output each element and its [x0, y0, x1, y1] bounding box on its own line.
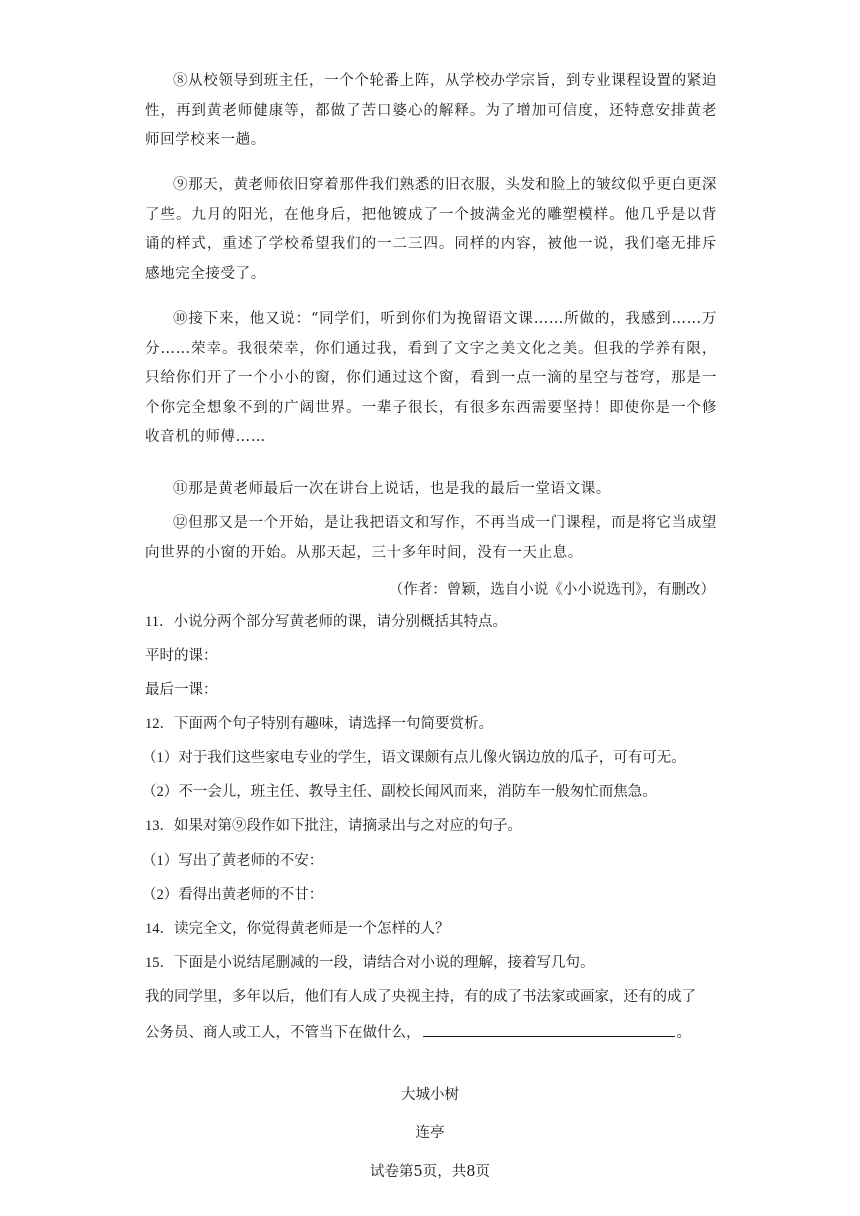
question-13-item-1: （1）写出了黄老师的不安： [142, 853, 324, 869]
question-11-answer-a: 平时的课： [145, 648, 218, 664]
next-story-title: 大城小树 [401, 1087, 459, 1103]
source-citation: （作者：曾颖，选自小说《小小说选刊》，有删改） [388, 582, 715, 598]
question-15-prompt-line-2 [145, 1020, 691, 1044]
next-story-author: 连亭 [415, 1125, 445, 1141]
question-11-answer-b: 最后一课： [145, 682, 218, 698]
paragraph-11: ⑪那是黄老师最后一次在讲台上说话，也是我的最后一堂语文课。 [173, 481, 611, 497]
question-15-prompt-line-1: 我的同学里，多年以后，他们有人成了央视主持，有的成了书法家或画家，还有的成了 [145, 989, 696, 1005]
page-footer: 试卷第5页，共8页 [370, 1164, 490, 1180]
paragraph-9: ⑨那天，黄老师依旧穿着那件我们熟悉的旧衣服，头发和脸上的皱纹似乎更白更深了些。九月的阳光，在他身后，把他镀成了一个披满金光的雕塑模样。他几乎是以背诵的样式，重述了学校希望我们的一二三四。同样的内容，被他一说，我们毫无排斥感地完全接受了。 [145, 177, 717, 282]
question-13-item-2: （2）看得出黄老师的不甘： [142, 887, 324, 903]
question-11: 11．小说分两个部分写黄老师的课，请分别概括其特点。 [145, 614, 507, 630]
paragraph-10: ⑩接下来，他又说：“同学们，听到你们为挽留语文课……所做的，我感到……万分……荣幸。我很荣幸，你们通过我，看到了文字之美文化之美。但我的学养有限，只给你们开了一个小小的窗，你们通过这个窗，看到一点一滴的星空与苍穹，那是一个你完全想象不到的广阔世界。一辈子很长，有很多东西需要坚持！即使你是一个修收音机的师傅…… [145, 311, 717, 446]
question-15-period: 。 [676, 1025, 691, 1041]
answer-blank[interactable] [423, 1020, 675, 1037]
question-14: 14．读完全文，你觉得黄老师是一个怎样的人？ [145, 921, 450, 937]
question-13: 13．如果对第⑨段作如下批注，请摘录出与之对应的句子。 [145, 818, 522, 834]
paragraph-12: ⑫但那又是一个开始，是让我把语文和写作，不再当成一门课程，而是将它当成望向世界的小窗的开始。从那天起，三十多年时间，没有一天止息。 [145, 515, 717, 561]
question-12-option-2: （2）不一会儿，班主任、教导主任、副校长闻风而来，消防车一般匆忙而焦急。 [142, 784, 657, 800]
question-12-option-1: （1）对于我们这些家电专业的学生，语文课颇有点儿像火锅边放的瓜子，可有可无。 [142, 750, 686, 766]
question-15: 15．下面是小说结尾删减的一段，请结合对小说的理解，接着写几句。 [145, 955, 595, 971]
paragraph-8: ⑧从校领导到班主任，一个个轮番上阵，从学校办学宗旨，到专业课程设置的紧迫性，再到黄老师健康等，都做了苦口婆心的解释。为了增加可信度，还特意安排黄老师回学校来一趟。 [145, 73, 717, 149]
question-12: 12．下面两个句子特别有趣味，请选择一句简要赏析。 [145, 716, 493, 732]
question-15-prompt-text: 公务员、商人或工人，不管当下在做什么， [145, 1025, 421, 1041]
